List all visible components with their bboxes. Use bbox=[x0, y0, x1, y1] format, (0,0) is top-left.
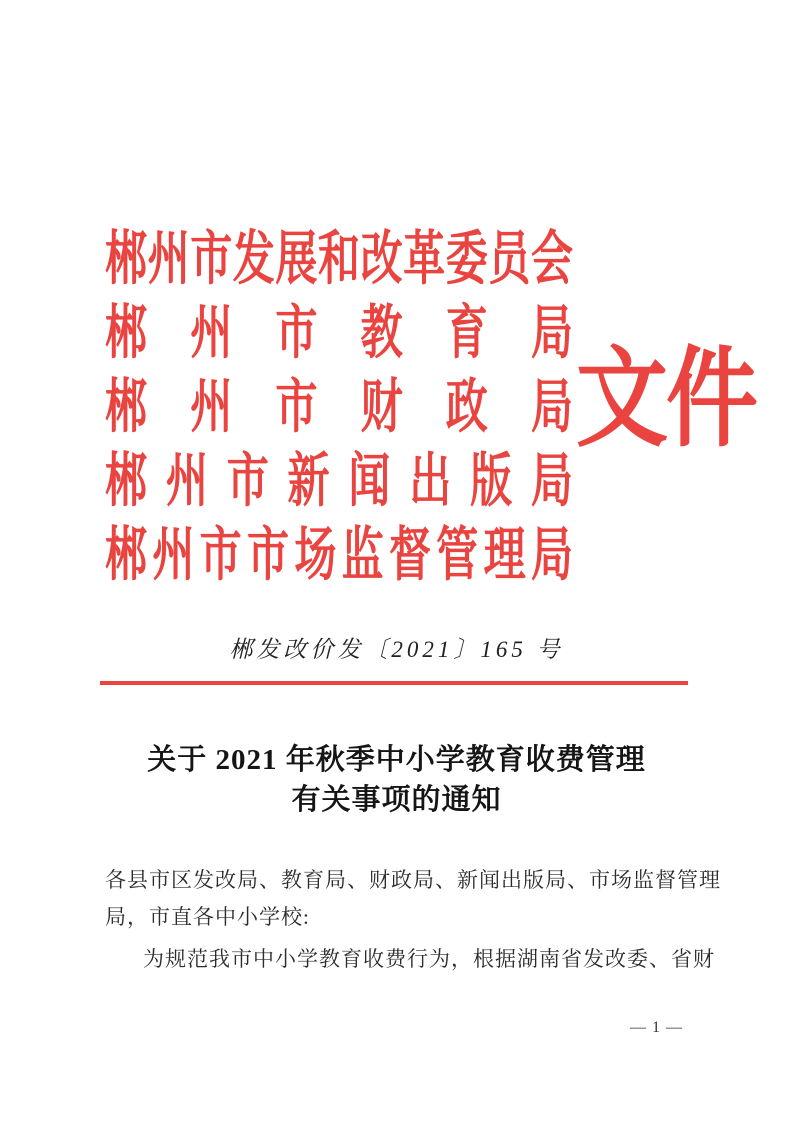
agency-name-press-publication: 郴 州 市 新 闻 出 版 局 bbox=[105, 450, 573, 515]
letterhead bbox=[105, 228, 573, 598]
recipients-line-2: 局，市直各中小学校: bbox=[105, 905, 310, 929]
red-separator-line bbox=[100, 681, 688, 685]
document-body bbox=[105, 862, 721, 978]
agency-name-finance: 郴 州 市 财 政 局 bbox=[105, 376, 573, 441]
agency-name-development-reform: 郴 州 市 发 展 和 改 革 委 员 会 bbox=[105, 228, 573, 293]
document-title-line-1: 关于 2021 年秋季中小学教育收费管理 bbox=[147, 744, 646, 776]
page-number: — 1 — bbox=[630, 1019, 683, 1036]
document-title bbox=[0, 740, 793, 820]
document-type-label: 文件 bbox=[576, 339, 757, 460]
recipients-line-1: 各县市区发改局、教育局、财政局、新闻出版局、市场监督管理 bbox=[105, 868, 721, 892]
body-paragraph-line-1: 为规范我市中小学教育收费行为，根据湖南省发改委、省财 bbox=[143, 947, 715, 971]
document-number: 郴发改价发〔2021〕165 号 bbox=[229, 637, 564, 662]
document-title-line-2: 有关事项的通知 bbox=[291, 784, 502, 816]
agency-name-education: 郴 州 市 教 育 局 bbox=[105, 302, 573, 367]
agency-name-market-supervision: 郴 州 市 市 场 监 督 管 理 局 bbox=[105, 524, 573, 589]
